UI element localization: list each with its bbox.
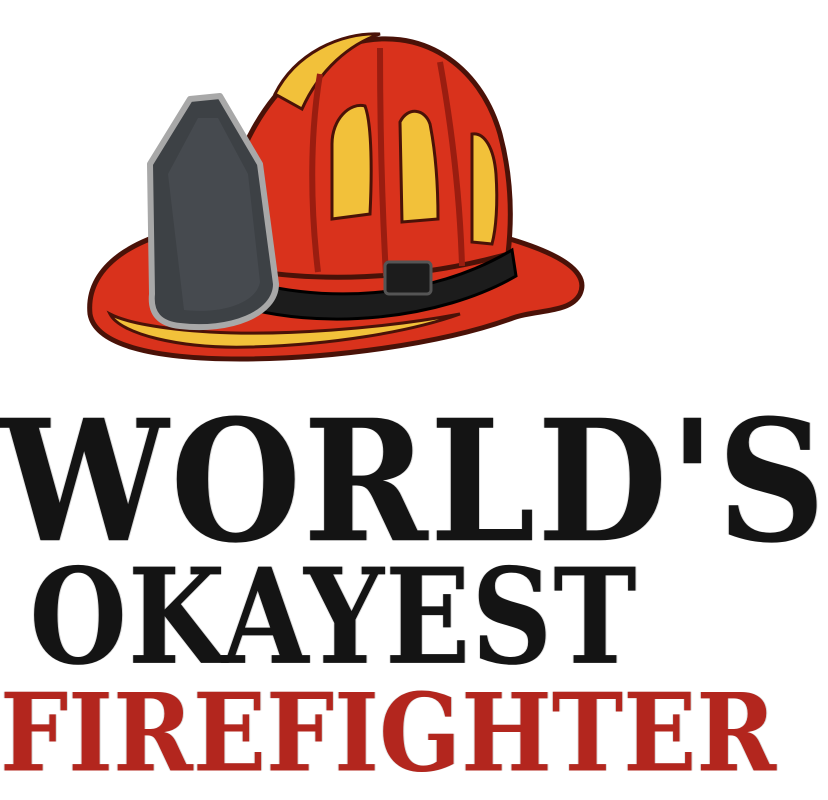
headline-firefighter — [0, 669, 777, 797]
headline-okayest-text: OKAYEST — [29, 540, 638, 695]
headline-okayest — [0, 540, 667, 695]
headline-worlds-text: WORLD'S — [0, 383, 828, 581]
headline-firefighter-text: FIREFIGHTER — [0, 669, 777, 797]
firefighter-helmet-icon — [80, 14, 590, 374]
